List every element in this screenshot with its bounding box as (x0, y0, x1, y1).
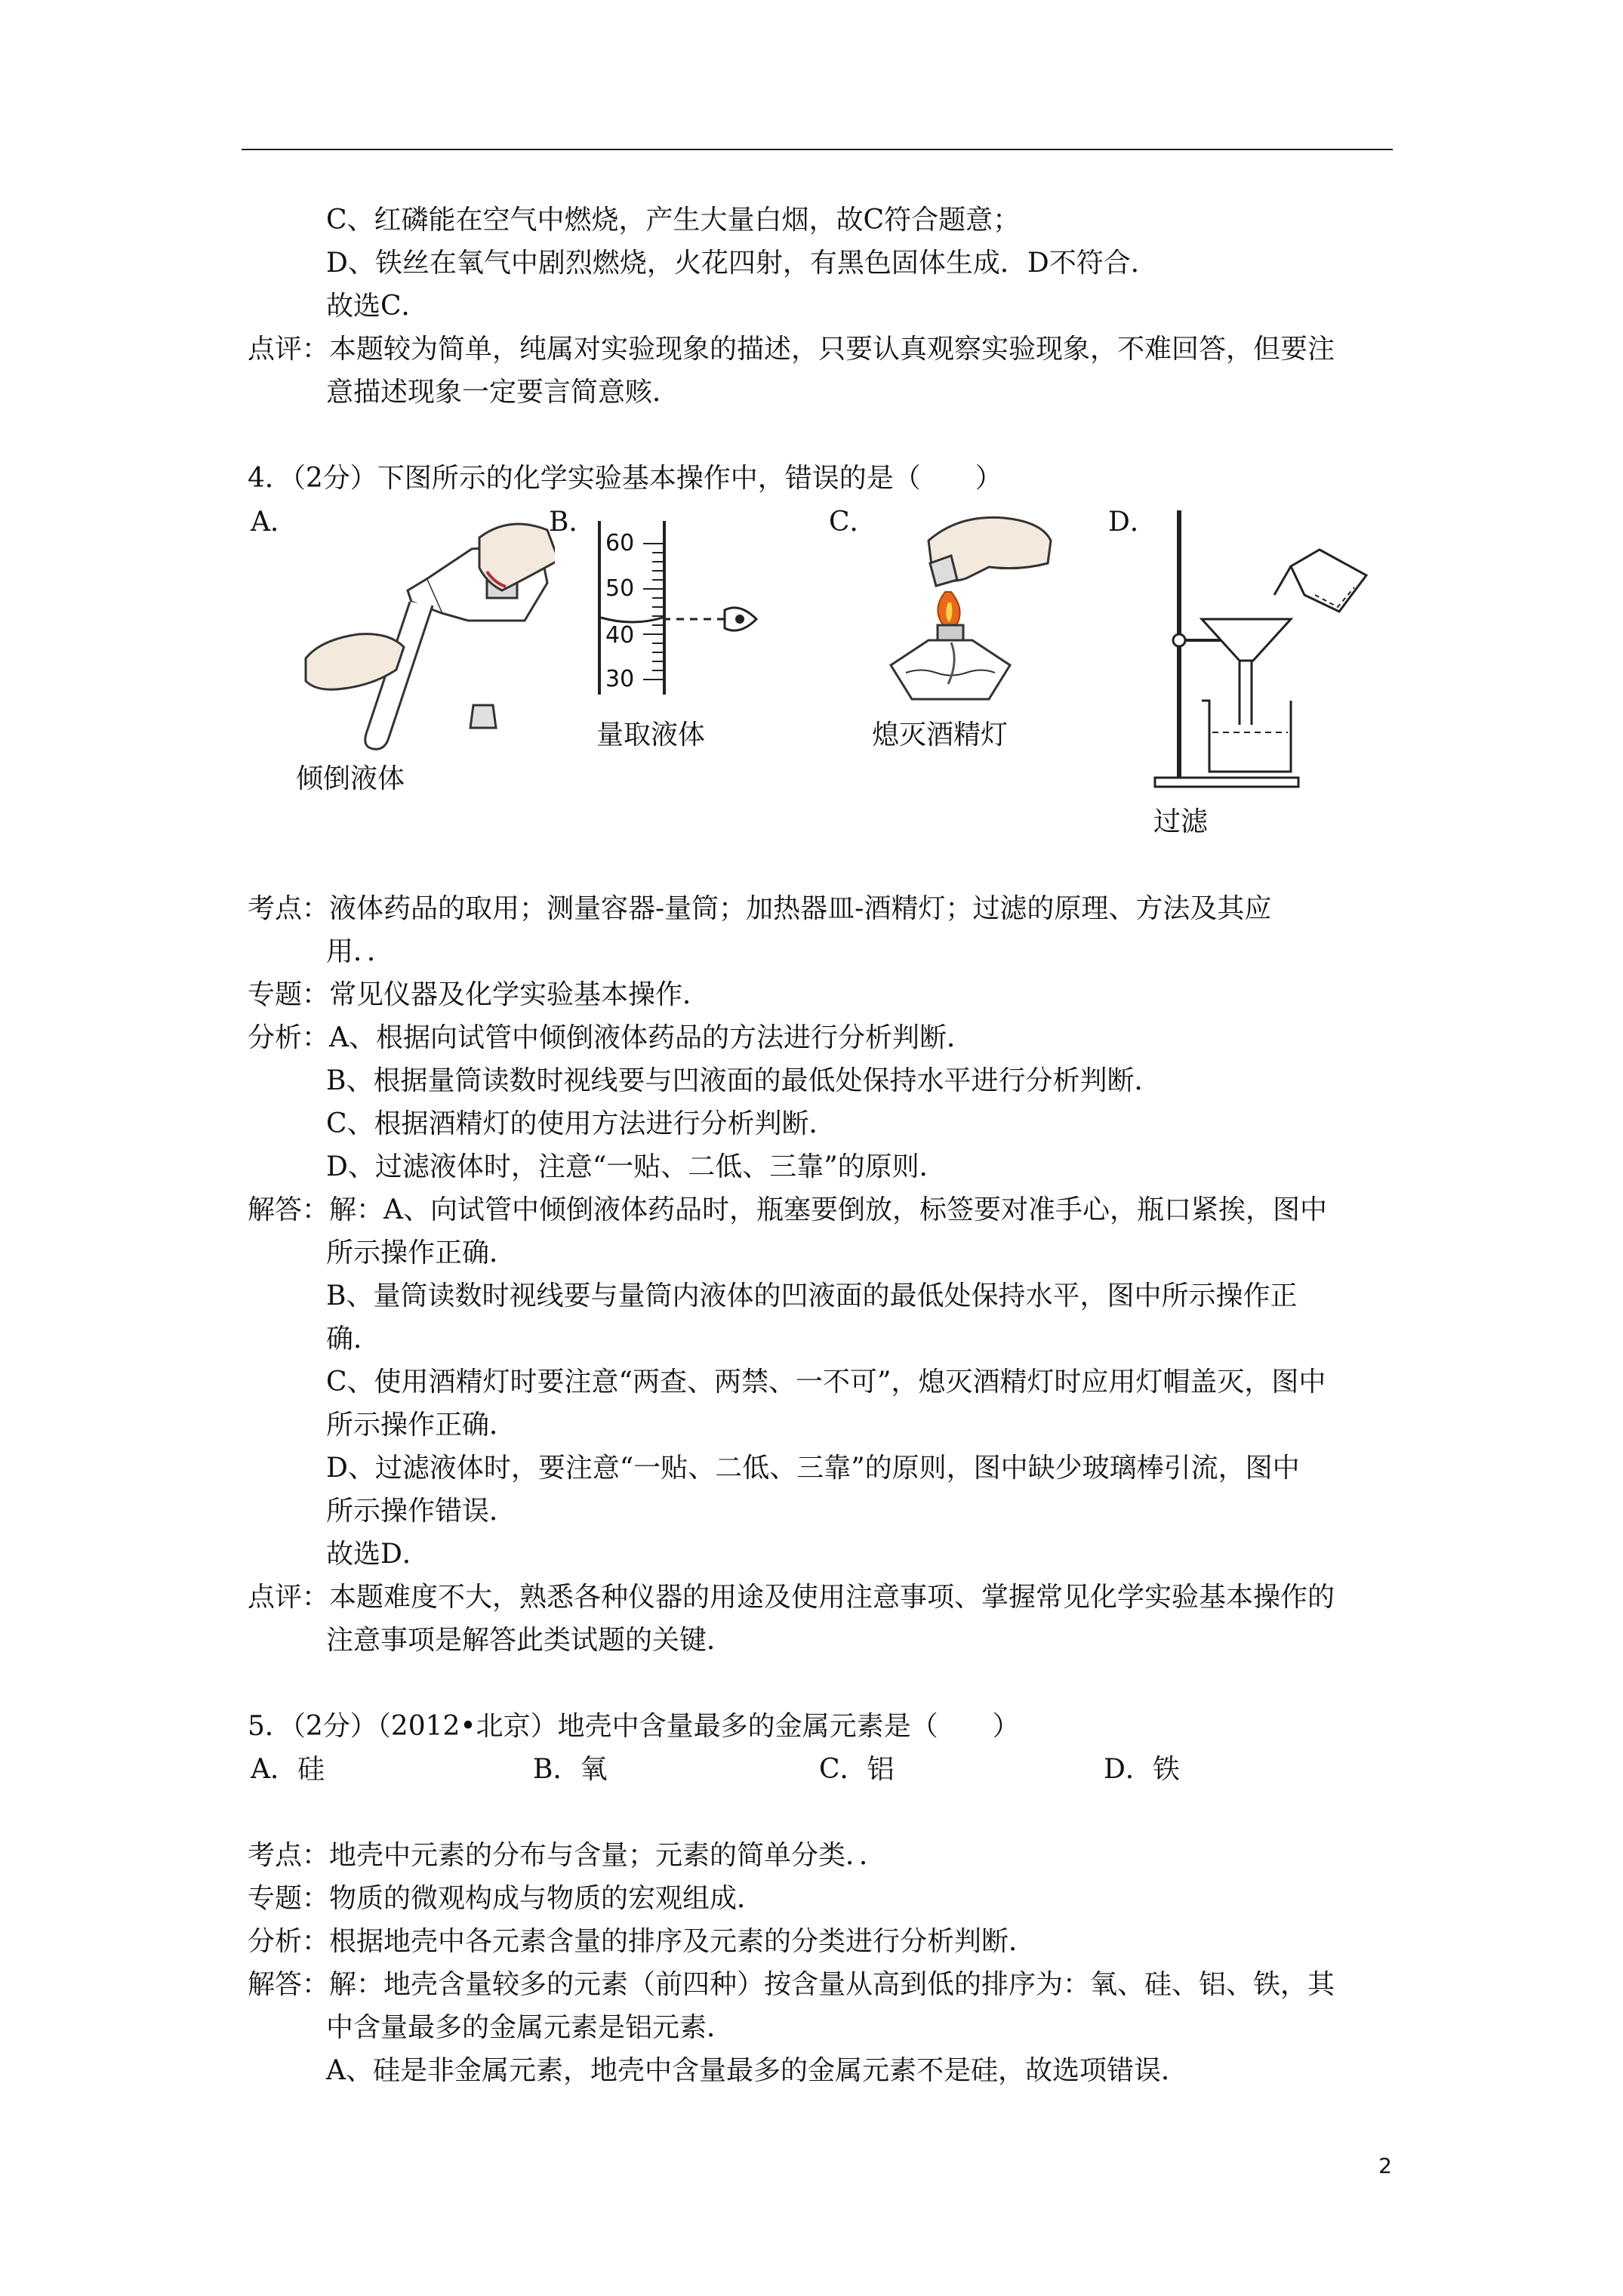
q4-option-c-caption: 熄灭酒精灯 (872, 720, 1009, 750)
q4-option-b-letter: B． (549, 507, 596, 538)
q4-dianping-line1: 点评：本题难度不大，熟悉各种仪器的用途及使用注意事项、掌握常见化学实验基本操作的 (248, 1582, 1335, 1613)
figure-alcohol-lamp (876, 510, 1057, 714)
q4-stem: 4．（2分）下图所示的化学实验基本操作中，错误的是（ ） (248, 463, 1002, 494)
cylinder-tick-40: 40 (605, 622, 635, 649)
q4-option-d-letter: D． (1108, 507, 1157, 538)
q4-jieda-a-line1: 解答：解：A、向试管中倾倒液体药品时，瓶塞要倒放，标签要对准手心，瓶口紧挨，图中 (248, 1194, 1327, 1225)
q4-jieda-b-line2: 确． (326, 1324, 381, 1354)
q4-fenxi-a: 分析：A、根据向试管中倾倒液体药品的方法进行分析判断． (248, 1022, 974, 1053)
q4-jieda-c-line2: 所示操作正确． (326, 1410, 517, 1441)
prev-solution-choice: 故选C． (326, 291, 429, 322)
q5-stem: 5．（2分）（2012•北京）地壳中含量最多的金属元素是（ ） (248, 1711, 1020, 1742)
q4-fenxi-c: C、根据酒精灯的使用方法进行分析判断． (326, 1108, 836, 1139)
q4-jieda-c-line1: C、使用酒精灯时要注意“两查、两禁、一不可”，熄灭酒精灯时应用灯帽盖灭，图中 (326, 1367, 1326, 1398)
q5-option-d: D．铁 (1104, 1754, 1180, 1785)
q4-kaodian-line1: 考点：液体药品的取用；测量容器-量筒；加热器皿-酒精灯；过滤的原理、方法及其应 (248, 893, 1272, 924)
q4-option-d-caption: 过滤 (1153, 806, 1209, 837)
q5-zhuanti: 专题：物质的微观构成与物质的宏观组成． (248, 1883, 765, 1914)
q5-kaodian: 考点：地壳中元素的分布与含量；元素的简单分类．． (248, 1840, 887, 1871)
cylinder-tick-60: 60 (605, 530, 635, 556)
cylinder-tick-50: 50 (605, 575, 635, 602)
q4-zhuanti: 专题：常见仪器及化学实验基本操作． (248, 979, 710, 1010)
figure-measuring-cylinder (589, 513, 770, 702)
header-rule (242, 149, 1393, 150)
prev-comment-line2: 意描述现象一定要言简意赅． (326, 377, 680, 408)
q4-jieda-d-line2: 所示操作错误． (326, 1496, 517, 1527)
q4-option-a-letter: A． (251, 507, 297, 538)
page-number: 2 (1378, 2153, 1392, 2178)
figure-filtration (1140, 506, 1381, 793)
q4-option-b-caption: 量取液体 (596, 720, 706, 750)
q5-option-c: C．铝 (819, 1754, 895, 1785)
prev-solution-d: D、铁丝在氧气中剧烈燃烧，火花四射，有黑色固体生成．D不符合． (326, 248, 1158, 279)
q4-choice: 故选D． (326, 1539, 430, 1570)
q5-jieda-line2: 中含量最多的金属元素是铝元素． (326, 2012, 735, 2043)
q4-option-c-letter: C． (829, 507, 877, 538)
q5-jieda-line1: 解答：解：地壳含量较多的元素（前四种）按含量从高到低的排序为：氧、硅、铝、铁，其 (248, 1969, 1335, 2000)
q4-option-a-caption: 倾倒液体 (296, 763, 405, 794)
q4-kaodian-line2: 用．． (326, 936, 395, 967)
q5-option-a: A．硅 (251, 1754, 325, 1785)
q4-jieda-a-line2: 所示操作正确． (326, 1237, 517, 1268)
q5-jieda-a: A、硅是非金属元素，地壳中含量最多的金属元素不是硅，故选项错误． (326, 2055, 1188, 2086)
q4-jieda-b-line1: B、量筒读数时视线要与量筒内液体的凹液面的最低处保持水平，图中所示操作正 (326, 1281, 1298, 1311)
q5-option-b: B．氧 (533, 1754, 608, 1785)
prev-comment-line1: 点评：本题较为简单，纯属对实验现象的描述，只要认真观察实验现象，不难回答，但要注 (248, 334, 1335, 365)
q4-dianping-line2: 注意事项是解答此类试题的关键． (326, 1625, 735, 1656)
prev-solution-c: C、红磷能在空气中燃烧，产生大量白烟，故C符合题意； (326, 205, 1021, 236)
q4-fenxi-d: D、过滤液体时，注意“一贴、二低、三靠”的原则． (326, 1151, 947, 1182)
q5-fenxi: 分析：根据地壳中各元素含量的排序及元素的分类进行分析判断． (248, 1926, 1036, 1957)
cylinder-tick-30: 30 (605, 666, 635, 692)
q4-jieda-d-line1: D、过滤液体时，要注意“一贴、二低、三靠”的原则，图中缺少玻璃棒引流，图中 (326, 1453, 1300, 1484)
figure-pouring-liquid (298, 507, 555, 757)
q4-fenxi-b: B、根据量筒读数时视线要与凹液面的最低处保持水平进行分析判断． (326, 1065, 1162, 1096)
